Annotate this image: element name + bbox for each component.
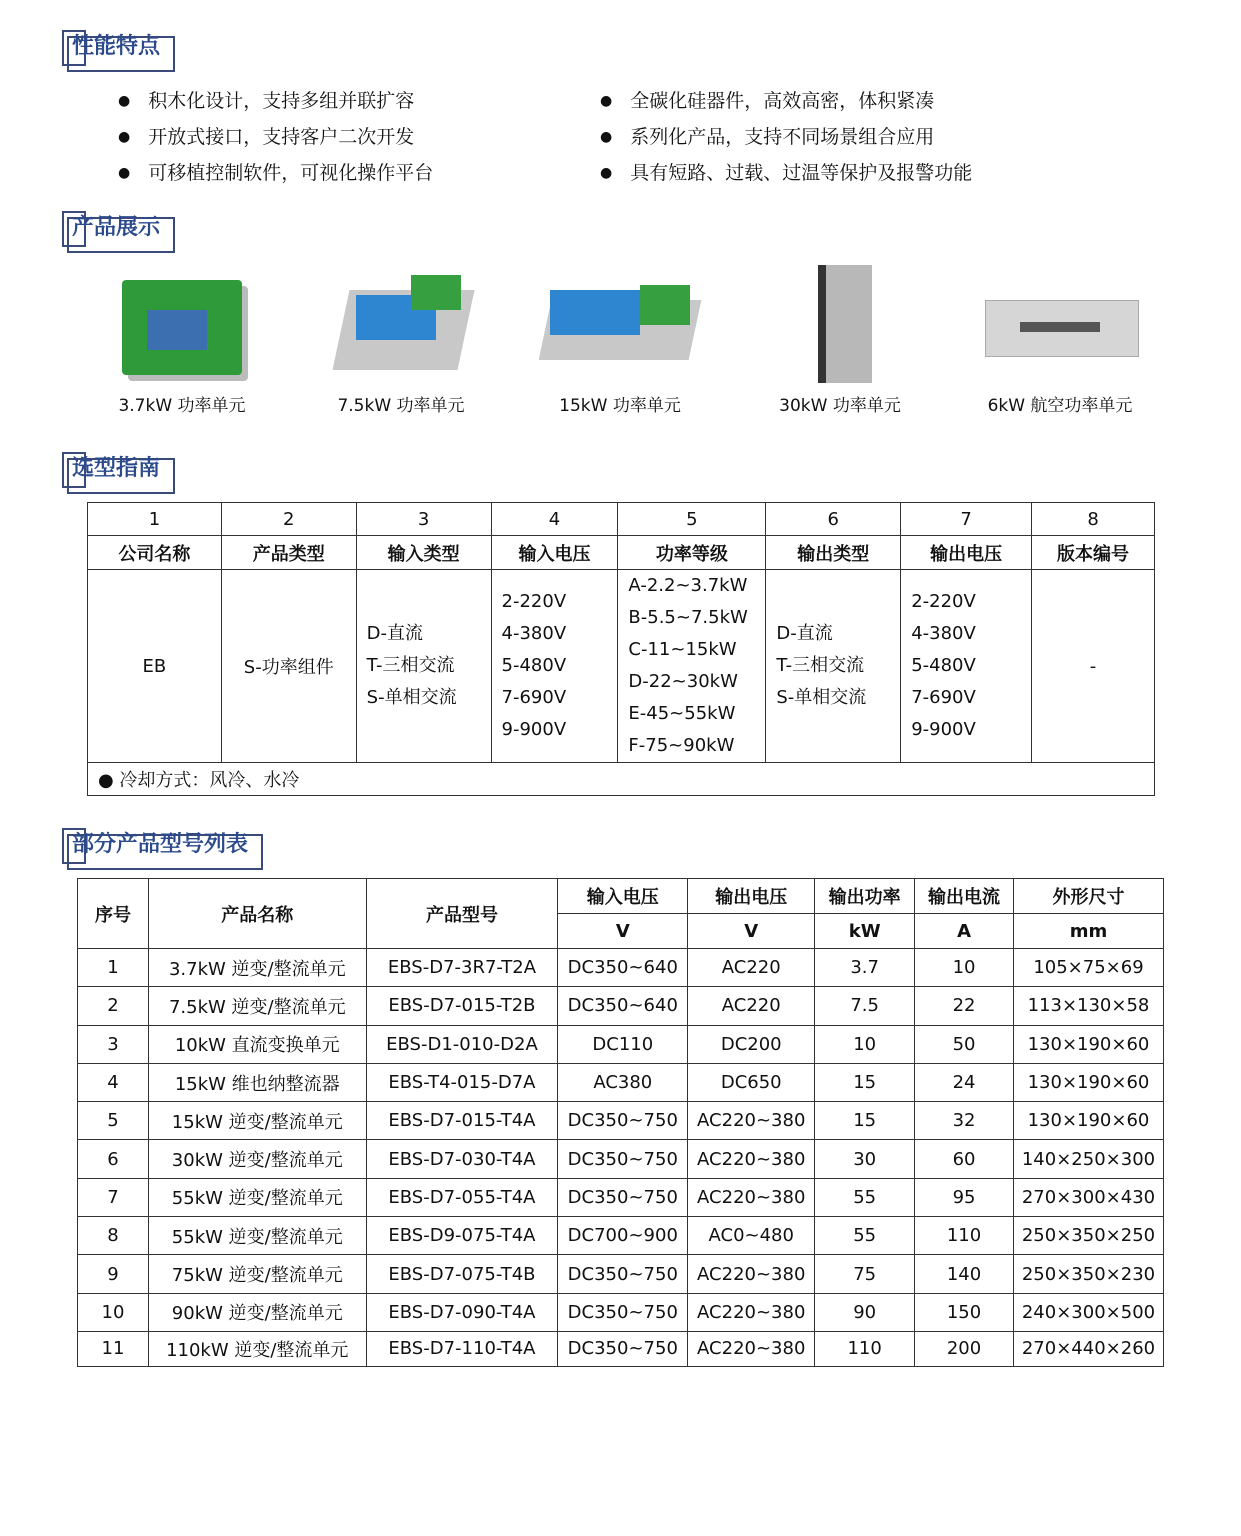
- table-cell: 270×440×260: [1013, 1331, 1163, 1366]
- table-cell: DC350~640: [558, 949, 688, 987]
- product-image: [520, 260, 720, 385]
- table-cell: 10: [78, 1293, 149, 1331]
- table-cell: 55: [815, 1178, 915, 1216]
- feature-item: ● 可移植控制软件，可视化操作平台: [118, 158, 433, 185]
- table-row: [78, 1063, 1164, 1101]
- table-cell: 270×300×430: [1013, 1178, 1163, 1216]
- table-cell: 10kW 直流变换单元: [148, 1025, 366, 1063]
- option: T-三相交流: [366, 655, 455, 676]
- product-label: 7.5kW 功率单元: [337, 396, 465, 416]
- table-row: [78, 1140, 1164, 1178]
- option: T-三相交流: [776, 655, 865, 676]
- table-cell: AC220~380: [688, 1178, 815, 1216]
- table-cell: 15: [815, 1063, 915, 1101]
- table-cell: 9: [78, 1255, 149, 1293]
- table-cell: 130×190×60: [1013, 1063, 1163, 1101]
- table-row: [78, 949, 1164, 987]
- table-cell: DC350~750: [558, 1293, 688, 1331]
- column-header: 输出电流: [915, 879, 1014, 914]
- cooling-note: ● 冷却方式：风冷、水冷: [88, 763, 1155, 796]
- table-cell: 60: [915, 1140, 1014, 1178]
- product-image: [301, 260, 501, 385]
- table-cell: 6: [78, 1140, 149, 1178]
- product-card: [301, 260, 501, 416]
- product-label: 3.7kW 功率单元: [118, 396, 246, 416]
- option: S-单相交流: [776, 687, 867, 708]
- table-cell: EBS-D7-3R7-T2A: [366, 949, 558, 987]
- table-cell: 240×300×500: [1013, 1293, 1163, 1331]
- table-cell: 30kW 逆变/整流单元: [148, 1140, 366, 1178]
- table-cell: AC220~380: [688, 1331, 815, 1366]
- table-cell: 10: [815, 1025, 915, 1063]
- table-cell: 90kW 逆变/整流单元: [148, 1293, 366, 1331]
- column-header: 版本编号: [1032, 536, 1155, 570]
- product-label: 30kW 功率单元: [779, 396, 901, 416]
- selection-guide-table: [87, 502, 1155, 796]
- unit-header: V: [558, 914, 688, 949]
- product-card: [82, 260, 282, 416]
- option: 9-900V: [501, 719, 567, 740]
- table-cell: 3.7kW 逆变/整流单元: [148, 949, 366, 987]
- table-cell: DC350~750: [558, 1331, 688, 1366]
- version-cell: -: [1032, 570, 1155, 763]
- table-cell: 250×350×250: [1013, 1217, 1163, 1255]
- option: 7-690V: [911, 687, 976, 708]
- column-header: 序号: [78, 879, 149, 949]
- option: 9-900V: [911, 719, 976, 740]
- input-voltage-cell: [491, 570, 618, 763]
- table-row: [78, 1331, 1164, 1366]
- section-title: 产品展示: [72, 215, 161, 240]
- table-cell: 30: [815, 1140, 915, 1178]
- unit-header: V: [688, 914, 815, 949]
- table-cell: EBS-D7-075-T4B: [366, 1255, 558, 1293]
- position-number: 8: [1032, 503, 1155, 536]
- table-cell: 5: [78, 1102, 149, 1140]
- section-header-models: [62, 828, 258, 864]
- column-header: 输入电压: [558, 879, 688, 914]
- product-label: 15kW 功率单元: [559, 396, 681, 416]
- table-cell: 113×130×58: [1013, 987, 1163, 1025]
- column-header: 输出电压: [688, 879, 815, 914]
- feature-item: ● 系列化产品，支持不同场景组合应用: [600, 122, 934, 149]
- table-cell: 110: [915, 1217, 1014, 1255]
- position-number: 1: [88, 503, 222, 536]
- table-cell: 7.5kW 逆变/整流单元: [148, 987, 366, 1025]
- table-cell: 3.7: [815, 949, 915, 987]
- unit-header: kW: [815, 914, 915, 949]
- column-header: 功率等级: [618, 536, 766, 570]
- table-row: [78, 1102, 1164, 1140]
- input-type-cell: [356, 570, 491, 763]
- table-cell: 130×190×60: [1013, 1025, 1163, 1063]
- header-row: [78, 879, 1164, 914]
- table-row: [78, 987, 1164, 1025]
- section-header-features: [62, 30, 170, 66]
- table-cell: 110: [815, 1331, 915, 1366]
- table-cell: DC110: [558, 1025, 688, 1063]
- table-cell: 150: [915, 1293, 1014, 1331]
- option: B-5.5~7.5kW: [628, 607, 748, 628]
- section-title: 选型指南: [72, 456, 161, 481]
- table-cell: DC350~750: [558, 1140, 688, 1178]
- table-cell: 200: [915, 1331, 1014, 1366]
- column-header: 输出类型: [766, 536, 901, 570]
- table-cell: 22: [915, 987, 1014, 1025]
- table-cell: EBS-T4-015-D7A: [366, 1063, 558, 1101]
- option: 4-380V: [501, 623, 567, 644]
- table-cell: DC350~750: [558, 1255, 688, 1293]
- section-title: 性能特点: [72, 34, 161, 59]
- output-voltage-cell: [901, 570, 1032, 763]
- table-cell: EBS-D7-030-T4A: [366, 1140, 558, 1178]
- table-cell: 15: [815, 1102, 915, 1140]
- section-title: 部分产品型号列表: [72, 832, 249, 857]
- table-cell: 8: [78, 1217, 149, 1255]
- table-cell: 55kW 逆变/整流单元: [148, 1178, 366, 1216]
- position-number: 2: [221, 503, 356, 536]
- column-header: 输入电压: [491, 536, 618, 570]
- position-number: 6: [766, 503, 901, 536]
- table-cell: AC220: [688, 987, 815, 1025]
- table-cell: 250×350×230: [1013, 1255, 1163, 1293]
- position-number: 5: [618, 503, 766, 536]
- unit-header: A: [915, 914, 1014, 949]
- table-cell: DC350~750: [558, 1102, 688, 1140]
- product-label: 6kW 航空功率单元: [987, 396, 1133, 416]
- note-row: [88, 763, 1155, 796]
- table-cell: DC700~900: [558, 1217, 688, 1255]
- position-number: 4: [491, 503, 618, 536]
- table-cell: 3: [78, 1025, 149, 1063]
- option: C-11~15kW: [628, 639, 737, 660]
- table-cell: EBS-D9-075-T4A: [366, 1217, 558, 1255]
- column-header: 输入类型: [356, 536, 491, 570]
- table-cell: 90: [815, 1293, 915, 1331]
- position-number: 7: [901, 503, 1032, 536]
- table-row: [78, 1293, 1164, 1331]
- table-cell: EBS-D7-110-T4A: [366, 1331, 558, 1366]
- table-cell: AC0~480: [688, 1217, 815, 1255]
- option: 4-380V: [911, 623, 976, 644]
- option: A-2.2~3.7kW: [628, 575, 748, 596]
- header-row: [88, 536, 1155, 570]
- product-card: [520, 260, 720, 416]
- option: D-22~30kW: [628, 671, 738, 692]
- output-type-cell: [766, 570, 901, 763]
- option: 5-480V: [501, 655, 567, 676]
- table-row: [78, 1217, 1164, 1255]
- table-cell: AC220~380: [688, 1255, 815, 1293]
- table-row: [78, 1025, 1164, 1063]
- table-cell: 32: [915, 1102, 1014, 1140]
- table-cell: 2: [78, 987, 149, 1025]
- table-row: [78, 1178, 1164, 1216]
- option: D-直流: [366, 623, 424, 644]
- section-header-selection: [62, 452, 170, 488]
- product-card: [960, 260, 1160, 416]
- company-cell: EB: [88, 570, 222, 763]
- option: 7-690V: [501, 687, 567, 708]
- feature-item: ● 具有短路、过载、过温等保护及报警功能: [600, 158, 972, 185]
- table-cell: EBS-D1-010-D2A: [366, 1025, 558, 1063]
- column-header: 外形尺寸: [1013, 879, 1163, 914]
- column-header: 产品类型: [221, 536, 356, 570]
- number-row: [88, 503, 1155, 536]
- option: 5-480V: [911, 655, 976, 676]
- option: E-45~55kW: [628, 703, 736, 724]
- table-row: [78, 1255, 1164, 1293]
- feature-item: ● 积木化设计，支持多组并联扩容: [118, 86, 414, 113]
- table-cell: 7.5: [815, 987, 915, 1025]
- option: 2-220V: [501, 591, 567, 612]
- table-cell: 50: [915, 1025, 1014, 1063]
- table-cell: EBS-D7-015-T2B: [366, 987, 558, 1025]
- table-cell: AC220~380: [688, 1293, 815, 1331]
- option: F-75~90kW: [628, 735, 735, 756]
- table-cell: 7: [78, 1178, 149, 1216]
- unit-header: mm: [1013, 914, 1163, 949]
- column-header: 公司名称: [88, 536, 222, 570]
- table-cell: 105×75×69: [1013, 949, 1163, 987]
- table-cell: 24: [915, 1063, 1014, 1101]
- column-header: 产品型号: [366, 879, 558, 949]
- table-cell: DC200: [688, 1025, 815, 1063]
- option: S-单相交流: [366, 687, 457, 708]
- table-cell: 75kW 逆变/整流单元: [148, 1255, 366, 1293]
- table-cell: 10: [915, 949, 1014, 987]
- table-cell: 15kW 维也纳整流器: [148, 1063, 366, 1101]
- table-cell: 55: [815, 1217, 915, 1255]
- table-cell: DC350~750: [558, 1178, 688, 1216]
- table-cell: 15kW 逆变/整流单元: [148, 1102, 366, 1140]
- column-header: 产品名称: [148, 879, 366, 949]
- table-cell: DC650: [688, 1063, 815, 1101]
- feature-item: ● 全碳化硅器件，高效高密，体积紧凑: [600, 86, 934, 113]
- section-header-products: [62, 211, 170, 247]
- table-cell: AC380: [558, 1063, 688, 1101]
- table-cell: 75: [815, 1255, 915, 1293]
- product-card: [740, 260, 940, 416]
- table-cell: EBS-D7-055-T4A: [366, 1178, 558, 1216]
- product-image: [960, 260, 1160, 385]
- product-image: [740, 260, 940, 385]
- option: 2-220V: [911, 591, 976, 612]
- table-cell: 95: [915, 1178, 1014, 1216]
- table-cell: AC220~380: [688, 1140, 815, 1178]
- table-cell: 4: [78, 1063, 149, 1101]
- table-cell: 110kW 逆变/整流单元: [148, 1331, 366, 1366]
- feature-item: ● 开放式接口，支持客户二次开发: [118, 122, 414, 149]
- power-cell: [618, 570, 766, 763]
- table-cell: 130×190×60: [1013, 1102, 1163, 1140]
- column-header: 输出电压: [901, 536, 1032, 570]
- table-cell: 1: [78, 949, 149, 987]
- table-cell: AC220: [688, 949, 815, 987]
- table-cell: AC220~380: [688, 1102, 815, 1140]
- column-header: 输出功率: [815, 879, 915, 914]
- position-number: 3: [356, 503, 491, 536]
- product-image: [82, 260, 282, 385]
- table-cell: 11: [78, 1331, 149, 1366]
- table-cell: EBS-D7-090-T4A: [366, 1293, 558, 1331]
- option: D-直流: [776, 623, 833, 644]
- product-type-cell: S-功率组件: [221, 570, 356, 763]
- table-cell: DC350~640: [558, 987, 688, 1025]
- table-cell: EBS-D7-015-T4A: [366, 1102, 558, 1140]
- table-cell: 55kW 逆变/整流单元: [148, 1217, 366, 1255]
- options-row: [88, 570, 1155, 763]
- model-list-table: [77, 878, 1164, 1367]
- table-cell: 140×250×300: [1013, 1140, 1163, 1178]
- table-cell: 140: [915, 1255, 1014, 1293]
